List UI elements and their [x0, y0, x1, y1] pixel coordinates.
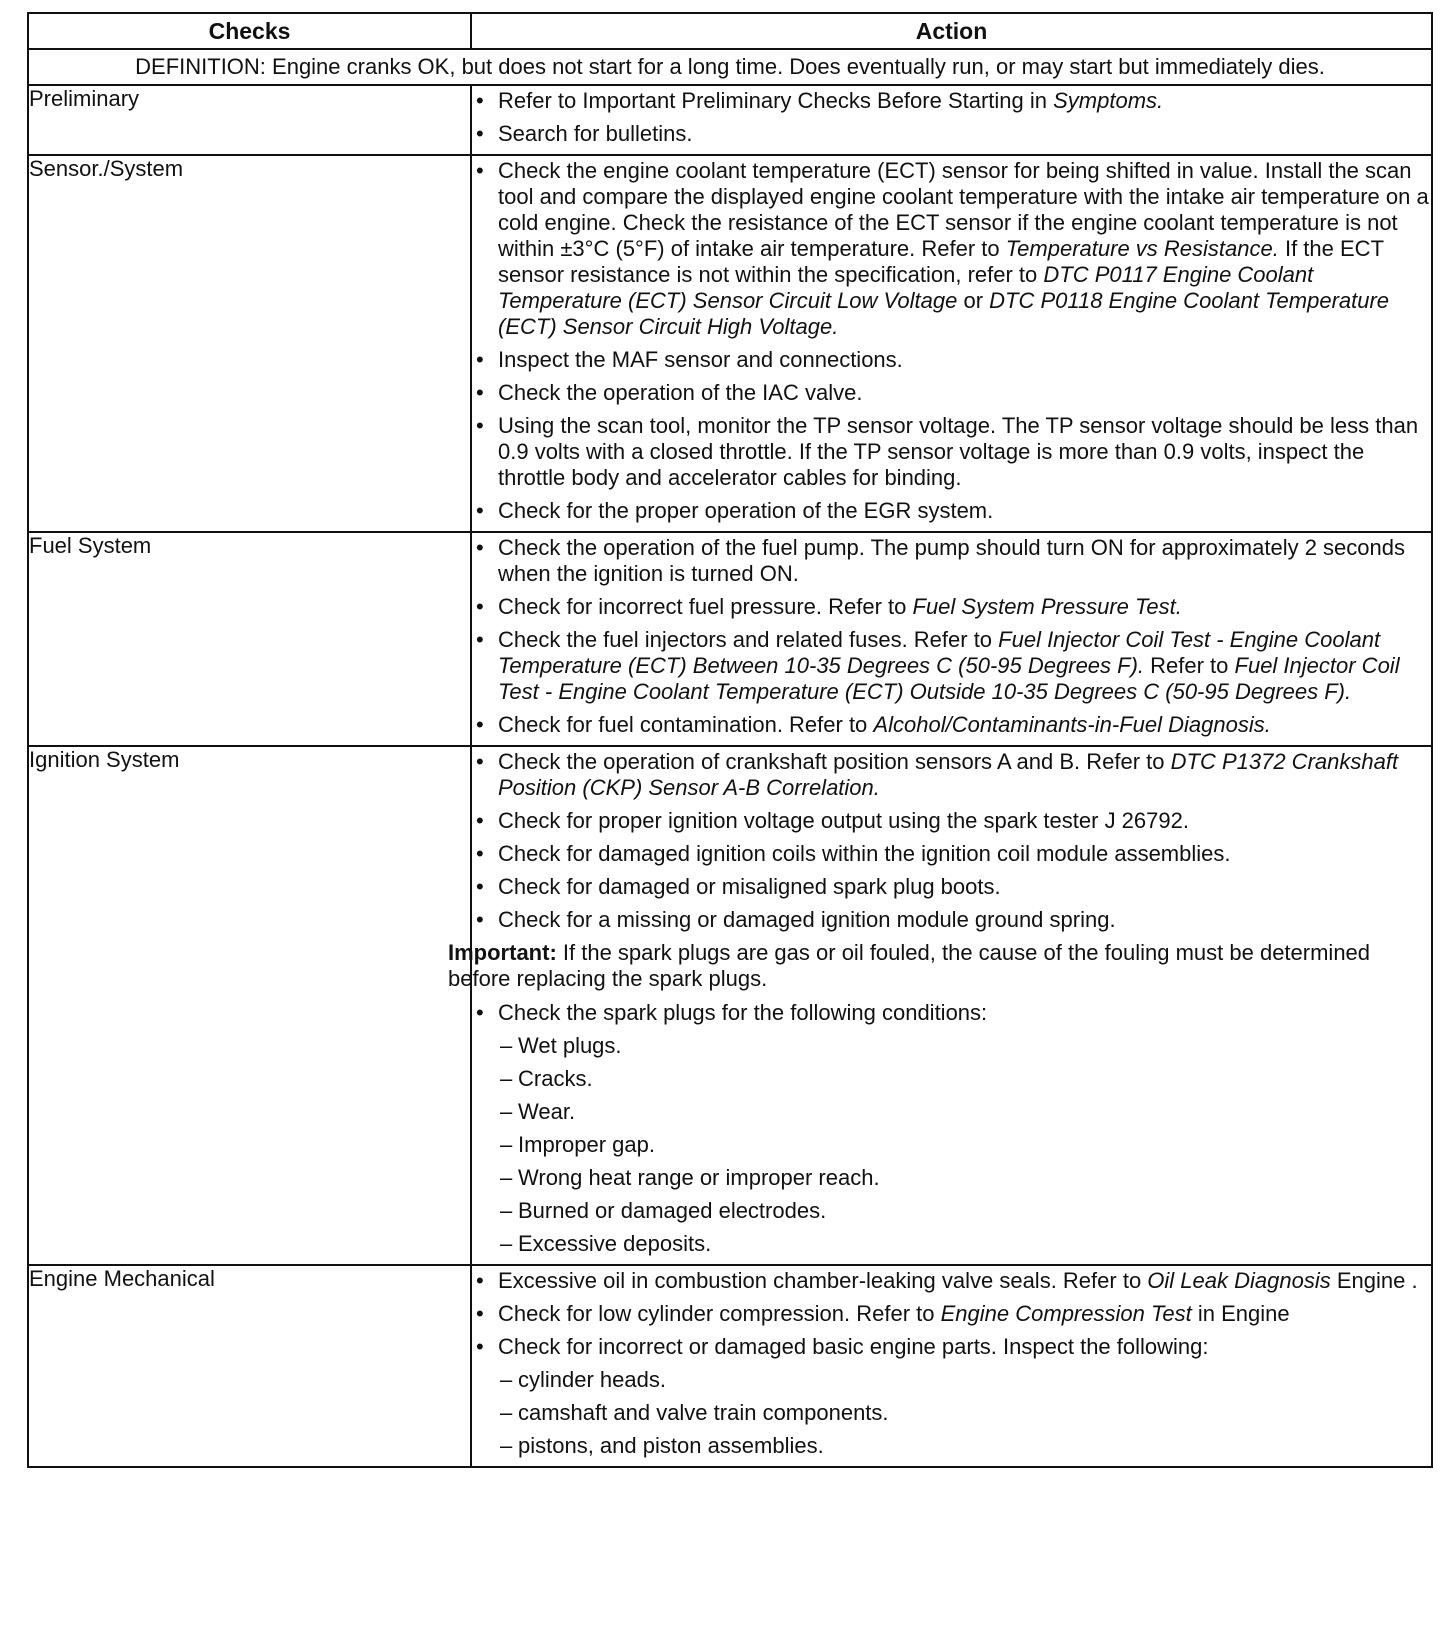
table-row-ignition-system: [28, 746, 1432, 1265]
list-item: [472, 158, 1431, 340]
reference-dtc-p0118: DTC P0118 Engine Coolant Temperature (ECT) Sensor Circuit High Voltage.: [498, 288, 1390, 339]
list-item: [472, 88, 1431, 114]
list-item: • Check for proper ignition voltage output using the spark tester J 26792.: [472, 808, 1431, 834]
diagnostic-document: [27, 12, 1431, 1468]
table-row-fuel-system: [28, 532, 1432, 746]
important-note: [448, 940, 1431, 992]
sub-list-item: – Wet plugs.: [498, 1033, 1431, 1059]
item-text: Check for low cylinder compression. Refer to: [498, 1301, 941, 1326]
item-text: Check for incorrect fuel pressure. Refer to: [498, 594, 913, 619]
item-text: If the ECT sensor resistance is not within the specification, refer to: [498, 236, 1384, 287]
list-item: [472, 1268, 1431, 1294]
list-item: • Inspect the MAF sensor and connections.: [472, 347, 1431, 373]
list-item: [472, 594, 1431, 620]
action-list: [472, 535, 1431, 738]
list-item: [472, 1334, 1431, 1459]
reference-oil-leak-diagnosis: Oil Leak Diagnosis: [1147, 1268, 1331, 1293]
check-label-engine-mechanical: Engine Mechanical: [28, 1265, 471, 1467]
check-label-ignition-system: Ignition System: [28, 746, 471, 1265]
sub-list-item: – Cracks.: [498, 1066, 1431, 1092]
reference-injector-test-outside: Fuel Injector Coil Test - Engine Coolant Temperature (ECT) Outside 10-35 Degrees C (50-95 Degrees F).: [498, 653, 1400, 704]
definition-row: [28, 49, 1432, 85]
list-item: [472, 1301, 1431, 1327]
check-label-fuel-system: Fuel System: [28, 532, 471, 746]
item-text: Check the operation of crankshaft position sensors A and B. Refer to: [498, 749, 1171, 774]
reference-injector-test-between: Fuel Injector Coil Test - Engine Coolant Temperature (ECT) Between 10-35 Degrees C (50-95 Degrees F).: [498, 627, 1381, 678]
sub-list-item: – pistons, and piston assemblies.: [498, 1433, 1431, 1459]
item-text: Engine .: [1330, 1268, 1418, 1293]
list-item: [472, 712, 1431, 738]
action-cell-fuel-system: [471, 532, 1432, 746]
reference-dtc-p0117: DTC P0117 Engine Coolant Temperature (ECT) Sensor Circuit Low Voltage: [498, 262, 1314, 313]
conditions-list: [498, 1033, 1431, 1257]
item-text: Check the engine coolant temperature (ECT) sensor for being shifted in value. Install the scan tool and compare the displayed engine coolant temperature with the intake air temperature on a cold engine. Check the resistance of the ECT sensor if the engine coolant temperature is not within ±3°C (5°F) of intake air temperature. Refer to: [498, 158, 1429, 261]
action-list: [472, 158, 1431, 524]
reference-dtc-p1372: DTC P1372 Crankshaft Position (CKP) Sensor A-B Correlation.: [498, 749, 1399, 800]
sub-list-item: – Excessive deposits.: [498, 1231, 1431, 1257]
sub-list-item: – Wear.: [498, 1099, 1431, 1125]
reference-compression-test: Engine Compression Test: [940, 1301, 1192, 1326]
list-item: [472, 749, 1431, 801]
sub-list-item: – camshaft and valve train components.: [498, 1400, 1431, 1426]
sub-list-item: – Wrong heat range or improper reach.: [498, 1165, 1431, 1191]
reference-temperature-vs-resistance: Temperature vs Resistance.: [1005, 236, 1279, 261]
important-text: If the spark plugs are gas or oil fouled, the cause of the fouling must be determined before replacing the spark plugs.: [448, 940, 1371, 991]
action-list: [472, 1000, 1431, 1257]
reference-fuel-pressure-test: Fuel System Pressure Test.: [912, 594, 1182, 619]
definition-text: DEFINITION: Engine cranks OK, but does not start for a long time. Does eventually run, or may start but immediately dies.: [28, 49, 1432, 85]
list-item: • Check for a missing or damaged ignition module ground spring.: [472, 907, 1431, 933]
item-text: or: [957, 288, 990, 313]
item-text: Check the spark plugs for the following conditions:: [498, 1000, 988, 1025]
action-cell-preliminary: [471, 85, 1432, 155]
action-list: [472, 88, 1431, 147]
list-item: [472, 627, 1431, 705]
table-row-engine-mechanical: [28, 1265, 1432, 1467]
reference-link-symptoms: Symptoms.: [1053, 88, 1164, 113]
item-text: in Engine: [1191, 1301, 1290, 1326]
table-row-sensor-system: [28, 155, 1432, 532]
list-item: • Using the scan tool, monitor the TP sensor voltage. The TP sensor voltage should be less than 0.9 volts with a closed throttle. If the TP sensor voltage is more than 0.9 volts, inspect the throttle body and accelerator cables for binding.: [472, 413, 1431, 491]
item-text: Excessive oil in combustion chamber-leaking valve seals. Refer to: [498, 1268, 1148, 1293]
action-list: [472, 1268, 1431, 1459]
checks-header: Checks: [28, 13, 471, 49]
item-text: Check for incorrect or damaged basic engine parts. Inspect the following:: [498, 1334, 1209, 1359]
sub-list-item: – Burned or damaged electrodes.: [498, 1198, 1431, 1224]
action-cell-engine-mechanical: [471, 1265, 1432, 1467]
check-label-sensor-system: Sensor./System: [28, 155, 471, 532]
action-cell-sensor-system: [471, 155, 1432, 532]
sub-list-item: – cylinder heads.: [498, 1367, 1431, 1393]
parts-list: [498, 1367, 1431, 1459]
reference-fuel-contamination: Alcohol/Contaminants-in-Fuel Diagnosis.: [873, 712, 1271, 737]
item-text: Check the fuel injectors and related fuses. Refer to: [498, 627, 999, 652]
item-text: Refer to: [1144, 653, 1235, 678]
check-label-preliminary: Preliminary: [28, 85, 471, 155]
action-list: [472, 749, 1431, 933]
list-item: • Check the operation of the fuel pump. The pump should turn ON for approximately 2 seconds when the ignition is turned ON.: [472, 535, 1431, 587]
diagnostic-table: [27, 12, 1433, 1468]
action-cell-ignition-system: [448, 746, 1432, 1265]
list-item: • Check for damaged ignition coils within the ignition coil module assemblies.: [472, 841, 1431, 867]
action-header: Action: [471, 13, 1432, 49]
important-label: Important:: [448, 940, 557, 965]
list-item: • Search for bulletins.: [472, 121, 1431, 147]
item-text: Check for fuel contamination. Refer to: [498, 712, 874, 737]
list-item: [472, 1000, 1431, 1257]
sub-list-item: – Improper gap.: [498, 1132, 1431, 1158]
item-text: Refer to Important Preliminary Checks Before Starting in: [498, 88, 1054, 113]
list-item: • Check the operation of the IAC valve.: [472, 380, 1431, 406]
table-row-preliminary: [28, 85, 1432, 155]
list-item: • Check for the proper operation of the EGR system.: [472, 498, 1431, 524]
list-item: • Check for damaged or misaligned spark plug boots.: [472, 874, 1431, 900]
header-row: [28, 13, 1432, 49]
